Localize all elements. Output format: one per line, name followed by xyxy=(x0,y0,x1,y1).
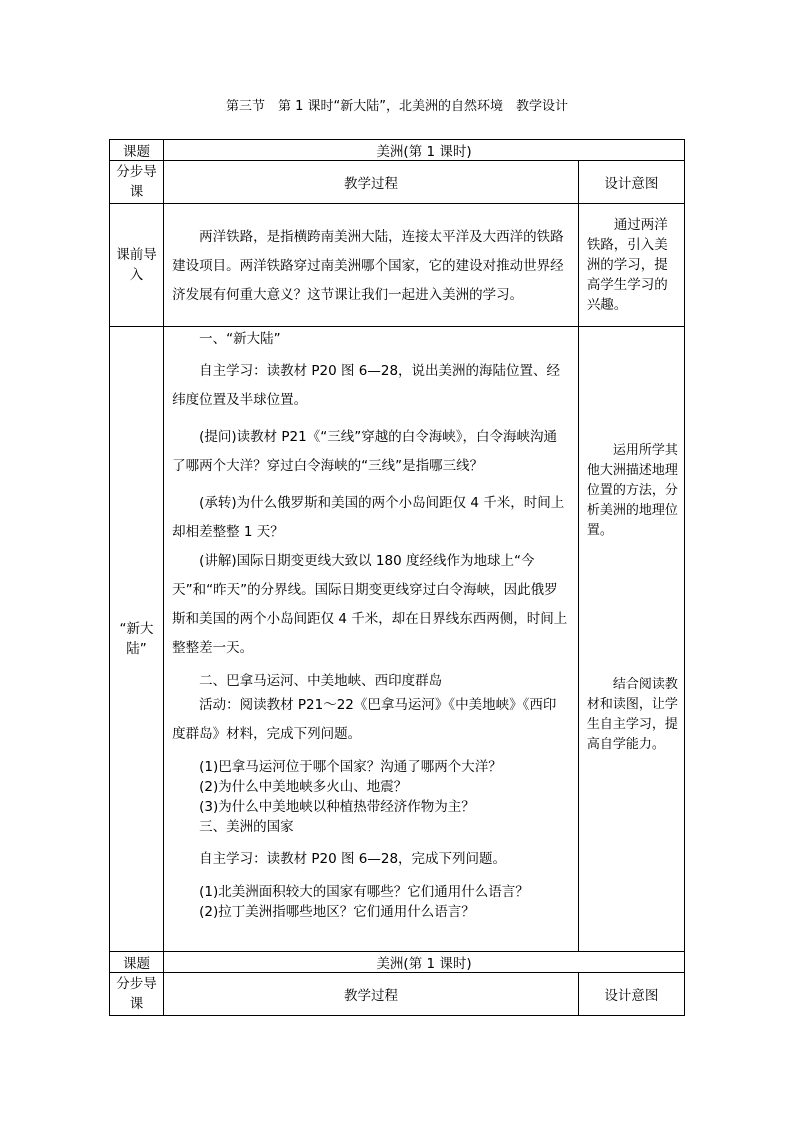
process-label-repeat: 教学过程 xyxy=(164,973,579,1016)
intro-intent: 通过两洋铁路，引入美洲的学习，提高学生学习的兴趣。 xyxy=(578,204,684,327)
topic-label-repeat: 课题 xyxy=(110,952,164,973)
topic-row xyxy=(110,140,685,161)
activity-panama: 活动：阅读教材 P21～22《巴拿马运河》《中美地峡》《西印度群岛》材料，完成下列问题。 xyxy=(172,697,557,742)
intent-label: 设计意图 xyxy=(578,161,684,204)
heading-countries: 三、美洲的国家 xyxy=(199,819,294,835)
intro-process xyxy=(164,204,579,327)
topic-value: 美洲(第 1 课时) xyxy=(164,140,685,161)
main-row xyxy=(110,327,685,952)
intro-paragraph: 两洋铁路，是指横跨南美洲大陆，连接太平洋及大西洋的铁路建设项目。两洋铁路穿过南美洲哪个国家，它的建设对推动世界经济发展有何重大意义？这节课让我们一起进入美洲的学习。 xyxy=(172,228,564,303)
topic-value-repeat: 美洲(第 1 课时) xyxy=(164,952,685,973)
question-latin-america: (2)拉丁美洲指哪些地区？它们通用什么语言？ xyxy=(199,904,475,920)
heading-panama: 二、巴拿马运河、中美地峡、西印度群岛 xyxy=(199,673,443,689)
heading-new-continent: 一、“新大陆” xyxy=(199,331,281,347)
question-2: (2)为什么中美地峡多火山、地震？ xyxy=(199,779,408,795)
main-label: “新大陆” xyxy=(110,327,164,952)
question-north-america: (1)北美洲面积较大的国家有哪些？它们通用什么语言？ xyxy=(199,884,529,900)
process-label: 教学过程 xyxy=(164,161,579,204)
document-title: 第三节 第 1 课时“新大陆”，北美洲的自然环境 教学设计 xyxy=(225,99,568,114)
intent-label-repeat: 设计意图 xyxy=(578,973,684,1016)
main-intent xyxy=(578,327,684,952)
intent-self-study: 结合阅读教材和读图，让学生自主学习，提高自学能力。 xyxy=(586,677,678,752)
transition-question: (承转)为什么俄罗斯和美国的两个小岛间距仅 4 千米，时间上却相差整整 1 天？ xyxy=(172,495,565,540)
topic-row-repeat xyxy=(110,952,685,973)
question-bering: (提问)读教材 P21《“三线”穿越的白令海峡》，白令海峡沟通了哪两个大洋？穿过白令海峡的“三线”是指哪三线？ xyxy=(172,429,557,474)
step-label: 分步导课 xyxy=(110,161,164,204)
self-study-1: 自主学习：读教材 P20 图 6—28，说出美洲的海陆位置、经纬度位置及半球位置。 xyxy=(172,363,561,408)
topic-label: 课题 xyxy=(110,140,164,161)
question-3: (3)为什么中美地峡以种植热带经济作物为主？ xyxy=(199,799,475,815)
header-row xyxy=(110,161,685,204)
intent-location: 运用所学其他大洲描述地理位置的方法，分析美洲的地理位置。 xyxy=(586,443,678,538)
intro-label: 课前导入 xyxy=(110,204,164,327)
explanation-dateline: (讲解)国际日期变更线大致以 180 度经线作为地球上“今天”和“昨天”的分界线。国际日期变更线穿过白令海峡，因此俄罗斯和美国的两个小岛间距仅 4 千米，却在日界线东西两侧，时间上整整差一天。 xyxy=(172,553,568,656)
step-label-repeat: 分步导课 xyxy=(110,973,164,1016)
self-study-2: 自主学习：读教材 P20 图 6—28，完成下列问题。 xyxy=(199,851,507,867)
question-1: (1)巴拿马运河位于哪个国家？沟通了哪两个大洋？ xyxy=(199,759,502,775)
main-process xyxy=(164,327,579,952)
lesson-plan-table xyxy=(109,139,685,1016)
intro-row xyxy=(110,204,685,327)
header-row-repeat xyxy=(110,973,685,1016)
